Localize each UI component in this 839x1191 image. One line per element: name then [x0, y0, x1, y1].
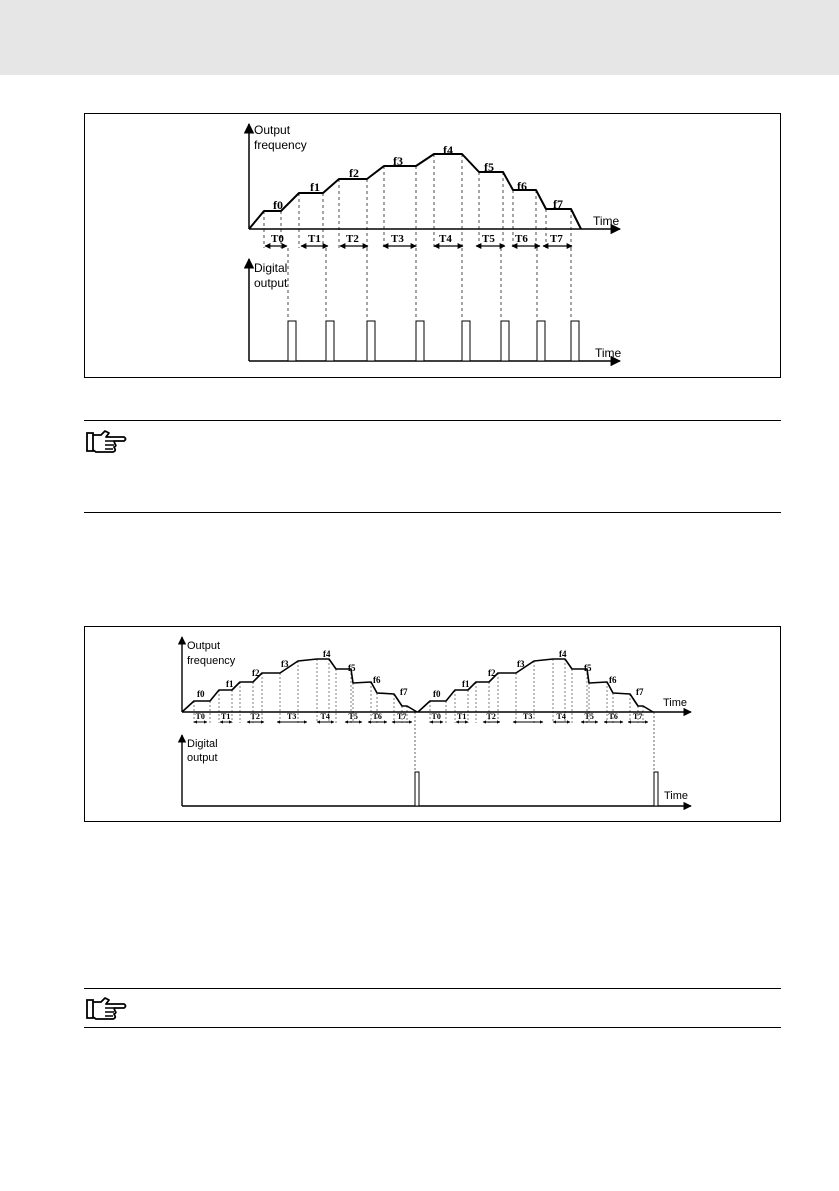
step-label-f3: f3 [517, 659, 525, 669]
step-label-f7: f7 [400, 687, 408, 697]
period-label-T5: T5 [584, 712, 594, 721]
digital-output-pulse [326, 321, 334, 361]
note-1-top-rule [84, 420, 781, 421]
step-label-f0: f0 [197, 689, 205, 699]
digital-output-pulse [462, 321, 470, 361]
step-label-f4: f4 [323, 649, 331, 659]
digital-output-pulse [416, 321, 424, 361]
period-label-T0: T0 [195, 712, 205, 721]
period-label-T7: T7 [550, 233, 563, 245]
step-label-f5: f5 [584, 663, 592, 673]
digital-output-pulse [415, 772, 419, 806]
period-label-T3: T3 [523, 712, 533, 721]
freq-axis-label-line2: frequency [254, 138, 307, 152]
step-label-f0: f0 [433, 689, 441, 699]
digital-output-pulse [288, 321, 296, 361]
figure-2-timing-diagram [84, 626, 781, 822]
pointing-hand-icon [84, 995, 128, 1023]
step-label-f1: f1 [462, 679, 470, 689]
note-2-top-rule [84, 988, 781, 989]
digital-axis-label-line1: Digital [187, 738, 218, 750]
period-label-T6: T6 [515, 233, 528, 245]
period-label-T0: T0 [431, 712, 441, 721]
step-label-f2: f2 [252, 668, 260, 678]
step-label-f7: f7 [636, 687, 644, 697]
digital-time-label: Time [595, 346, 622, 360]
digital-output-pulse [537, 321, 545, 361]
period-label-T2: T2 [346, 233, 359, 245]
period-label-T1: T1 [221, 712, 231, 721]
period-label-T6: T6 [608, 712, 618, 721]
note-1-bottom-rule [84, 512, 781, 513]
pointing-hand-icon [84, 428, 128, 456]
period-label-T0: T0 [271, 233, 284, 245]
freq-time-label: Time [663, 697, 688, 709]
step-label-f5: f5 [484, 160, 494, 174]
step-label-f3: f3 [393, 154, 403, 168]
step-label-f3: f3 [281, 659, 289, 669]
period-label-T3: T3 [391, 233, 404, 245]
period-label-T3: T3 [287, 712, 297, 721]
digital-axis-label-line2: output [187, 752, 218, 764]
step-label-f1: f1 [310, 180, 320, 194]
step-label-f2: f2 [488, 668, 496, 678]
figure-1-timing-diagram [84, 113, 781, 378]
period-label-T4: T4 [439, 233, 452, 245]
period-label-T1: T1 [457, 712, 467, 721]
digital-axis-label-line2: output [254, 276, 288, 290]
step-label-f0: f0 [273, 198, 283, 212]
period-label-T2: T2 [486, 712, 496, 721]
figure-2-svg [85, 627, 782, 823]
period-label-T5: T5 [348, 712, 358, 721]
digital-output-pulse [654, 772, 658, 806]
period-label-T7: T7 [397, 712, 407, 721]
freq-axis-label-line1: Output [187, 640, 221, 652]
step-label-f7: f7 [553, 197, 563, 211]
period-label-T4: T4 [556, 712, 566, 721]
period-label-T6: T6 [372, 712, 382, 721]
digital-output-pulse [571, 321, 579, 361]
note-2-bottom-rule [84, 1027, 781, 1028]
step-label-f6: f6 [517, 179, 527, 193]
step-label-f1: f1 [226, 679, 234, 689]
step-label-f2: f2 [349, 166, 359, 180]
period-label-T1: T1 [308, 233, 321, 245]
figure-1-svg [85, 114, 782, 379]
period-label-T4: T4 [320, 712, 330, 721]
digital-output-pulse [367, 321, 375, 361]
freq-axis-label-line1: Output [254, 123, 291, 137]
output-frequency-curve-cycle-2 [418, 659, 653, 712]
freq-axis-label-line2: frequency [187, 655, 236, 667]
digital-axis-label-line1: Digital [254, 261, 288, 275]
step-label-f6: f6 [373, 675, 381, 685]
period-label-T7: T7 [633, 712, 643, 721]
step-label-f4: f4 [443, 143, 453, 157]
freq-time-label: Time [593, 214, 620, 228]
digital-time-label: Time [664, 790, 689, 802]
period-label-T5: T5 [482, 233, 495, 245]
period-label-T2: T2 [250, 712, 260, 721]
step-label-f6: f6 [609, 675, 617, 685]
digital-output-pulse [501, 321, 509, 361]
step-label-f5: f5 [348, 663, 356, 673]
page-header-band [0, 0, 839, 75]
step-label-f4: f4 [559, 649, 567, 659]
